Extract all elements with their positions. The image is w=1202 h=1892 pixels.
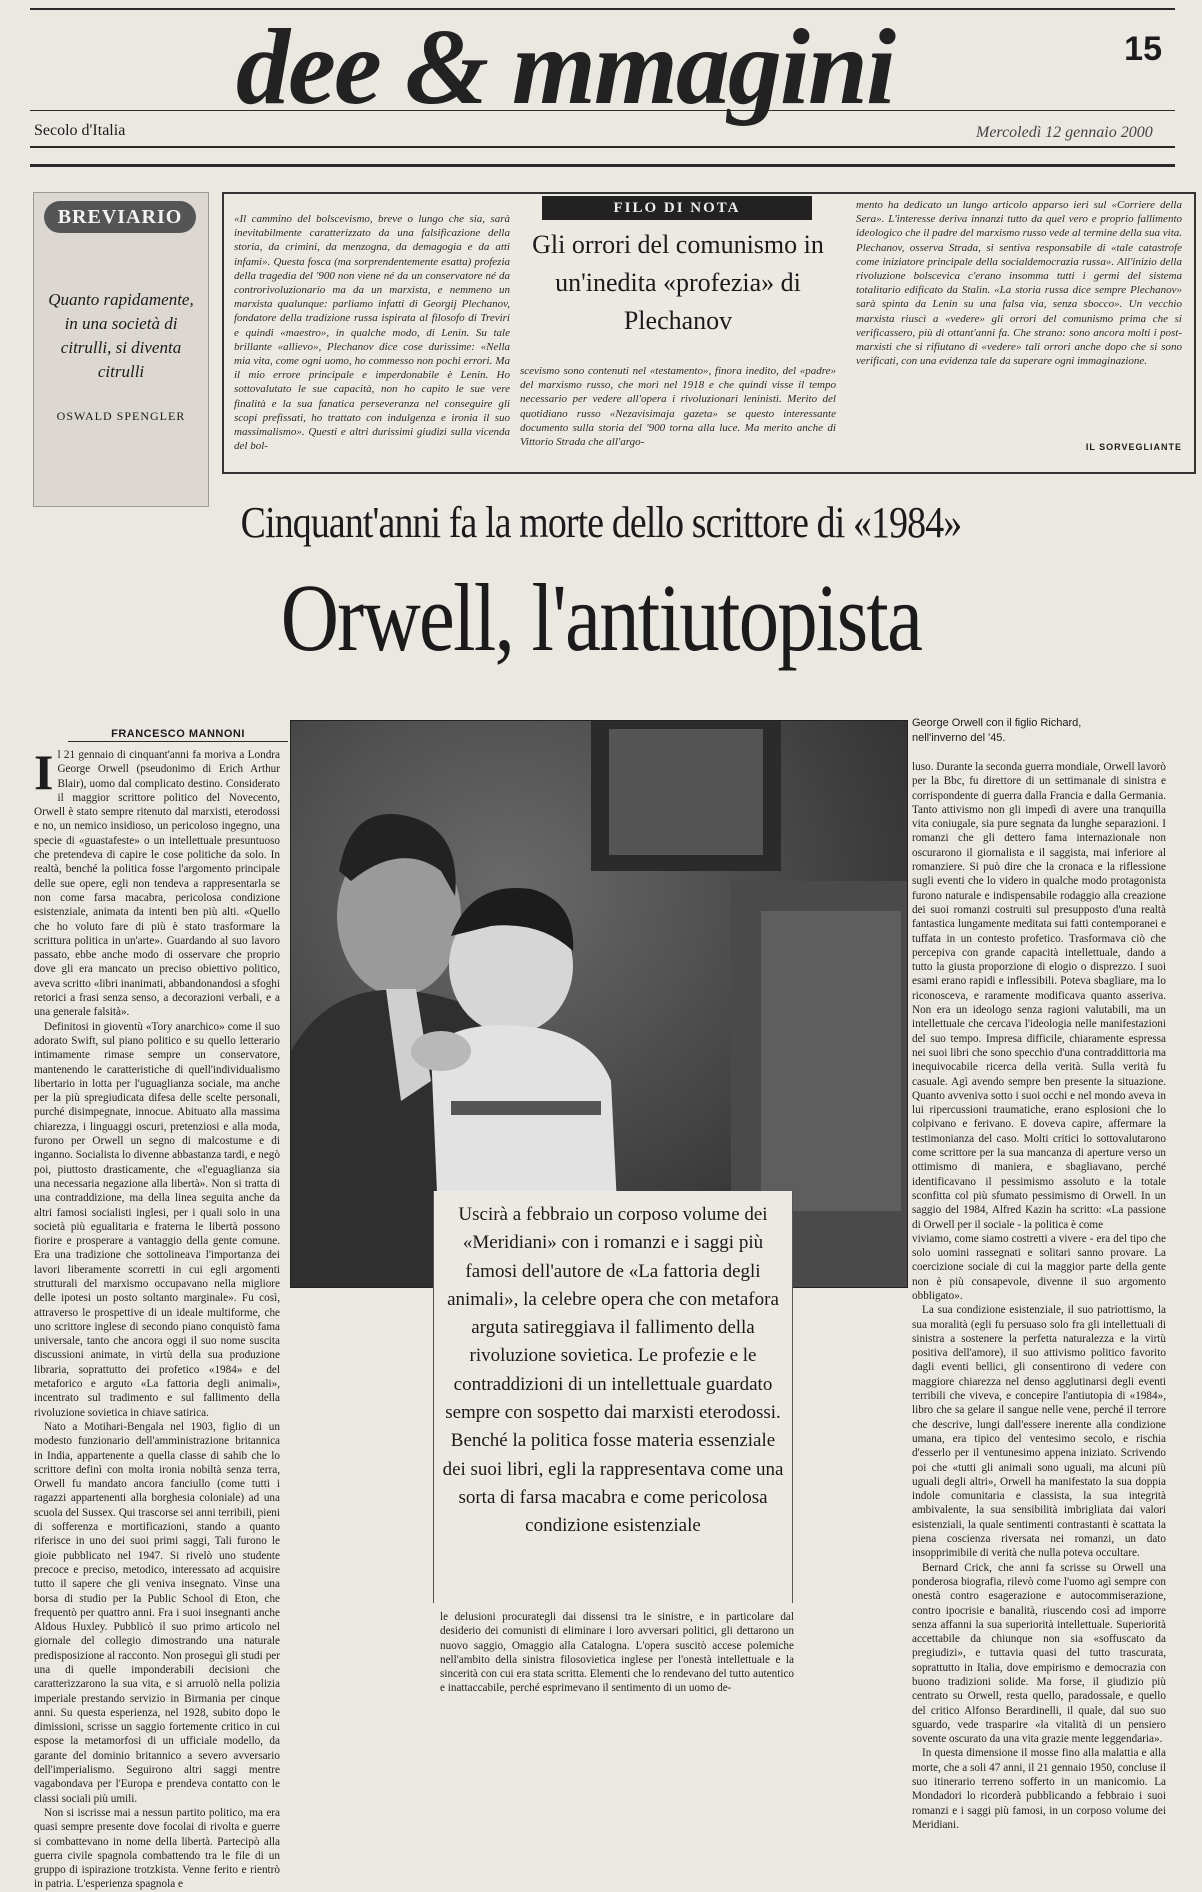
breviario-title: BREVIARIO bbox=[44, 201, 196, 233]
pull-quote-box bbox=[433, 1191, 793, 1603]
article-paragraph: viviamo, come siamo costretti a vivere - era del tipo che solo uomini rassegnati e solitari sanno provare. La coercizione sociale di cui la maggior parte della gente non è più consapevole, divenne il suo argomento obbligato». bbox=[912, 1232, 1166, 1302]
issue-date: Mercoledì 12 gennaio 2000 bbox=[976, 124, 1153, 141]
masthead bbox=[0, 0, 1202, 180]
filo-column-3: mento ha dedicato un lungo articolo apparso ieri sul «Corriere della Sera». L'interesse deriva innanzi tutto da quel vero e proprio fallimento ideologico che il padre del marxismo russo vede al termine della sua vita. Plechanov, osserva Strada, si sentiva responsabile di «tale catastrofe come iniziatore principale della socialdemocrazia russa». All'inizio della rivoluzione bolscevica c'erano insomma tutti i germi del sistema totalitario edificato da Stalin. «La storia russa dice sempre Plechanov» sarà spinta da Lenin su una falsa via, senza sbocco». Un vecchio marxista riuscì a «vedere» gli orrori del comunismo prima che si verificassero, più di ottant'anni fa. Che strano: sono ancora molti i post-marxisti che si rifiutano di «vedere» tali orrori anche dopo che si sono verificati, con una evidenza tale da superare ogni immaginazione. bbox=[856, 199, 1182, 368]
filo-column-1: «Il cammino del bolscevismo, breve o lungo che sia, sarà inevitabilmente caratterizzato da una falsificazione della storia, da crimini, da menzogna, da demagogia e da atti infami». Questa fosca (ma sorprendentemente esatta) profezia della tragedia del '900 non viene né da un conservatore né da controrivoluzionario ma da un marxista, e nemmeno un marxista qualunque: parliamo infatti di Georgij Plechanov, fondatore della tradizione russa ispirata al filosofo di Treviri e quindi «maestro», in qualche modo, di Lenin. Su tale brillante «allievo», Plechanov dice cose durissime: «Nella mia vita, come ogni uomo, ho commesso non pochi errori. Ma il mio errore principale e imperdonabile è Lenin. Ho sottovalutato le sue capacità, non ho capito le sue vere finalità e la sua fanatica perseveranza nel conseguire gli scopi prefissati, ho trattato con indulgenza e ironia il suo massimalismo». Questi e altri durissimi giudizi sulla vicenda del bol- bbox=[234, 213, 510, 453]
byline: FRANCESCO MANNONI bbox=[111, 728, 245, 740]
pull-quote: Uscirà a febbraio un corposo volume dei «Meridiani» con i romanzi e i saggi più famosi dell'autore de «La fattoria degli animali», la celebre opera che con metafora arguta satireggiava il fallimento della rivoluzione sovietica. Le profezie e le contraddizioni di un intellettuale guardato sempre con sospetto dai marxisti eterodossi. Benché la politica fosse materia essenziale dei suoi libri, egli la rappresentava come una sorta di farsa macabra e come pericolosa condizione esistenziale bbox=[442, 1204, 784, 1537]
article-paragraph: luso. Durante la seconda guerra mondiale, Orwell lavorò per la Bbc, fu direttore di un settimanale di sinistra e corrispondente di guerra dalla Francia e dalla Germania. Tanto attivismo non gli impedì di avere una tranquilla vita coniugale, sia pure segnata da lunghe separazioni. I romanzi che gli dettero fama internazionale non oscurarono il giornalista e il saggista, mai inferiore al romanziere. Si può dire che la cronaca e la riflessione sugli eventi che lo videro in qualche modo protagonista furono naturale e indispensabile rodaggio alla creazione dei suoi romanzi costruiti sul presupposto d'una realtà fantastica lungamente meditata sui fatti contemporanei e tuffata in un contesto profetico. Trasformava ciò che percepiva con grande capacità intellettuale, dando a tutto la giusta proporzione di elogio o disprezzo. I suoi esami erano rapidi e inflessibili. Poteva sbagliare, ma lo riconosceva, e raramente modificava quanto asseriva. Non era un ideologo senza ragioni valutabili, ma un intellettuale che cercava l'ideologia nelle manifestazioni del suo tempo. Impresa difficile, chiaramente espressa nei suoi libri che sono specchio d'una contraddittoria ma inequivocabile ricerca della verità. Sulla verità fu casuale. Agì avendo sempre ben presente la situazione. Quanto avveniva sotto i suoi occhi e nel mondo aveva in lui ripercussioni traumatiche, erano esplosioni che lo colpivano e ferivano. E doveva capire, affermare la testimonianza del caso. Molti critici lo sottovalutarono come scrittore per la sua mancanza di aperture verso un ottimismo di maniera, e sbagliavano, perché identificavano il pessimismo assoluto e la totale sconfitta col più sfumato pessimismo di Orwell. In un saggio del 1984, Alfred Kazin ha scritto: «La passione di Orwell per il sociale - la politica è come bbox=[912, 761, 1166, 1231]
article-kicker: Cinquant'anni fa la morte dello scrittore di «1984» bbox=[240, 498, 962, 547]
photo-caption: George Orwell con il figlio Richard, nell'inverno del '45. bbox=[912, 717, 1082, 744]
article-column-3 bbox=[912, 760, 1166, 1831]
filo-di-nota-label: FILO DI NOTA bbox=[542, 196, 812, 220]
section-title: dee & mmagini bbox=[236, 8, 894, 127]
article-paragraph: Non si iscrisse mai a nessun partito politico, ma era quasi sempre presente dove focolai di rivolta e guerre si combattevano in nome della libertà. Partecipò alla guerra civile spagnola combattendo tra le file di un gruppo di ispirazione trotzkista. Venne ferito e rientrò in patria. L'esperienza spagnola e bbox=[34, 1806, 280, 1891]
page-number: 15 bbox=[1124, 30, 1162, 68]
byline-rule bbox=[68, 741, 288, 742]
masthead-rule-thick bbox=[30, 164, 1175, 167]
article-paragraph: Definitosi in gioventù «Tory anarchico» come il suo adorato Swift, sul piano politico e su quello letterario intimamente rimase sempre un conservatore, mantenendo le caratteristiche di quell'individualismo libertario in lotta per l'uguaglianza sociale, ma anche per la più spregiudicata difesa delle scelte personali, purché disimpegnate, innocue. Abituato alla massima chiarezza, i linguaggi oscuri, pretenziosi e alla moda, furono per Orwell un segno di malcostume e di inganno. Socialista lo divenne abbastanza tardi, e negò poi, piuttosto drasticamente, che «l'eguaglianza sia una necessaria negazione alla libertà». Non si tratta di una contraddizione, ma della linea seguita anche da altri famosi socialisti inglesi, per i quali solo in una società più egualitaria e fraterna le libertà possono fiorire e prosperare a vantaggio della gente comune. Era una tradizione che sottolineava l'importanza dei lavori liberamente scorretti in cui egli argomenti strutturali del marxismo occupavano nella migliore delle ipotesi un posto soltanto marginale». Fu così, attraverso le prospettive di un ideale multiforme, che uno scrittore inglese di secondo piano conquistò fama universale, tanto che ancora oggi il suo nome suscita discussioni animate, in virtù della sua produzione libraria, soprattutto dei profetico «1984» e del metaforico e arguto «La fattoria degli animali», incentrato sul tradimento e sul fallimento della rivoluzione sovietica in chiave satirica. bbox=[34, 1020, 280, 1419]
breviario-quote: Quanto rapidamente, in una società di citrulli, si diventa citrulli bbox=[48, 290, 194, 381]
article-column-1 bbox=[34, 744, 280, 1891]
masthead-rule-lower bbox=[30, 146, 1175, 148]
article-paragraph: l 21 gennaio di cinquant'anni fa moriva a Londra George Orwell (pseudonimo di Erich Arthur Blair), uomo dal complicato destino. Considerato il maggior scrittore politico del Novecento, Orwell è stato sempre ritenuto dal marxisti, eterodossi e no, un nemico insidioso, un pericoloso ingegno, una specie di «guastafeste» o un intellettuale presuntuoso che pretendeva di capire le cose politiche da solo. In realtà, benché la politica fosse l'argomento principale delle sue opere, egli non tendeva a rappresentarla se non come farsa macabra, pericolosa condizione esistenziale, animata da intenti ben più alti. «Quello che ho voluto fare di più è stato trasformare la scrittura politica in un'arte». Guardando al suo lavoro passato, ebbe anche modo di osservare che proprio dove gli era mancato un preciso obiettivo politico, aveva scritto «libri inanimati, abbandonandosi a sfoghi retorici a frasi senza senso, a decorazioni verbali, e a una generale falsità». bbox=[34, 749, 280, 1019]
article-paragraph: La sua condizione esistenziale, il suo patriottismo, la sua moralità (egli fu persuaso solo fra gli intellettuali di sinistra a sostenere la perfetta naturalezza e la virtù positiva dell'amore), il suo attivismo politico favorito dagli eventi bellici, gli consentirono di vedere con maggiore chiarezza nel denso agglutinarsi degli eventi terribili che viveva, e concepire l'antiutopia di «1984», libro che sa gelare il sangue nelle vene, perché il terrore che descrive, lungi dall'essere inerente alla condizione umana, era tipico del ventesimo secolo, e rischia d'esserlo per il ventunesimo appena iniziato. Scrivendo poi che «tutti gli animali sono uguali, ma alcuni più uguali degli altri», Orwell ha manifestato la sua doppia indole comunitaria e classista, la sua integrità ambivalente, la sua sensibilità imbrigliata dai valori esistenziali, la quale sentimenti contrastanti è scattata la piena coscienza riversata nei romanzi, un dato insopprimibile di verità che nulla poteva occultare. bbox=[912, 1304, 1166, 1560]
breviario-author: OSWALD SPENGLER bbox=[56, 409, 186, 423]
filo-column-2: scevismo sono contenuti nel «testamento», finora inedito, del «padre» del marxismo russo, che morì nel 1918 e che quindi visse il tempo necessario per vedere all'opera i rivoluzionari leninisti. Merito del quotidiano russo «Nezavisimaja gazeta» se questo interessante documento sulla storia del '900 torna alla luce. Ma merito anche di Vittorio Strada che all'argo- bbox=[520, 365, 836, 449]
article-paragraph: Bernard Crick, che anni fa scrisse su Orwell una ponderosa biografia, rilevò come l'uomo agì sempre con onestà contro esagerazione e autocommiserazione, contro ipocrisie e banalità, riuscendo così ad imporre senza affanni la sua superiorità intellettuale. Superiorità accettabile da chiunque non sia «soffuscato da pregiudizi», e tuttavia quasi del tutto trascurata, soprattutto in Italia, dove empirismo e democrazia con buono tradizioni solide. Ma forse, il giudizio più centrato su Orwell, resta quello, paradossale, e quello del critico Alfonso Berardinelli, il quale, dal suo suo sguardo, vede trasparire «la vitalità di un pensiero sovente oscurato da una vita grazie mente leggendaria». bbox=[912, 1561, 1166, 1746]
filo-signature: IL SORVEGLIANTE bbox=[1085, 442, 1182, 452]
article-paragraph: Nato a Motihari-Bengala nel 1903, figlio di un modesto funzionario dell'amministrazione britannica in India, appartenente a quella classe di sahib che lo scrittore definì con molta ironia nobiltà senza terra, Orwell fu mandato ancora fanciullo (come tutti i ragazzi appartenenti alla borghesia coloniale) ad una scuola del Sussex. Qui trascorse sei anni terribili, pieni di sofferenza e mortificazioni, stando a quanto riferisce in uno dei suoi primi saggi, Tali furono le gioie pubblicato nel 1947. Si rivelò uno studente precoce e preciso, metodico, interessato ad acquisire tutto il sapere che gli veniva insegnato. Vinse una borsa di studio per la Public School di Eton, che frequentò per quattro anni. Fra i suoi insegnanti anche Aldous Huxley. Pubblicò il suo primo articolo nel giornale del collegio dimostrando una naturale predisposizione al racconto. Non proseguì gli studi per una di quelle imponderabili decisioni che caratterizzarono la sua vita, e si arruolò nella polizia imperiale prestando servizio in Birmania per cinque anni. Su questa esperienza, nel 1928, subito dopo le dimissioni, scrisse un saggio fortemente critico in cui espose la metamorfosi di un ufficiale modello, da garante del dominio britannico a severo avversario dell'imperialismo. Seguirono altri saggi mentre vagabondava per l'Europa e prendeva contatto con le classi sociali più umili. bbox=[34, 1420, 280, 1805]
article-title: Orwell, l'antiutopista bbox=[280, 564, 922, 671]
filo-di-nota-box bbox=[222, 192, 1196, 474]
filo-headline: Gli orrori del comunismo in un'inedita «profezia» di Plechanov bbox=[532, 230, 824, 335]
article-paragraph: In questa dimensione il mosse fino alla malattia e alla morte, che a soli 47 anni, il 21 gennaio 1950, concluse il suo itinerario terreno sofferto in un manicomio. La Mondadori lo ricorderà pubblicando a febbraio i suoi romanzi e i saggi più famosi, in un corposo volume dei Meridiani. bbox=[912, 1747, 1166, 1831]
breviario-box bbox=[33, 192, 209, 507]
article-column-2-bottom: le delusioni procurategli dai dissensi tra le sinistre, e in particolare dal desiderio dei comunisti di eliminare i loro avversari politici, gli dettarono un nuovo saggio, Omaggio alla Catalogna. L'opera suscitò accese polemiche nell'ambito della sinistra filosovietica inglese per l'onestà intellettuale e la sincerità con cui era stata scritta. Elementi che lo rendevano del tutto autentico e inattaccabile, perché esprimevano il sentimento di un uomo de- bbox=[440, 1611, 794, 1695]
drop-cap: I bbox=[34, 744, 54, 800]
paper-name: Secolo d'Italia bbox=[34, 122, 126, 139]
